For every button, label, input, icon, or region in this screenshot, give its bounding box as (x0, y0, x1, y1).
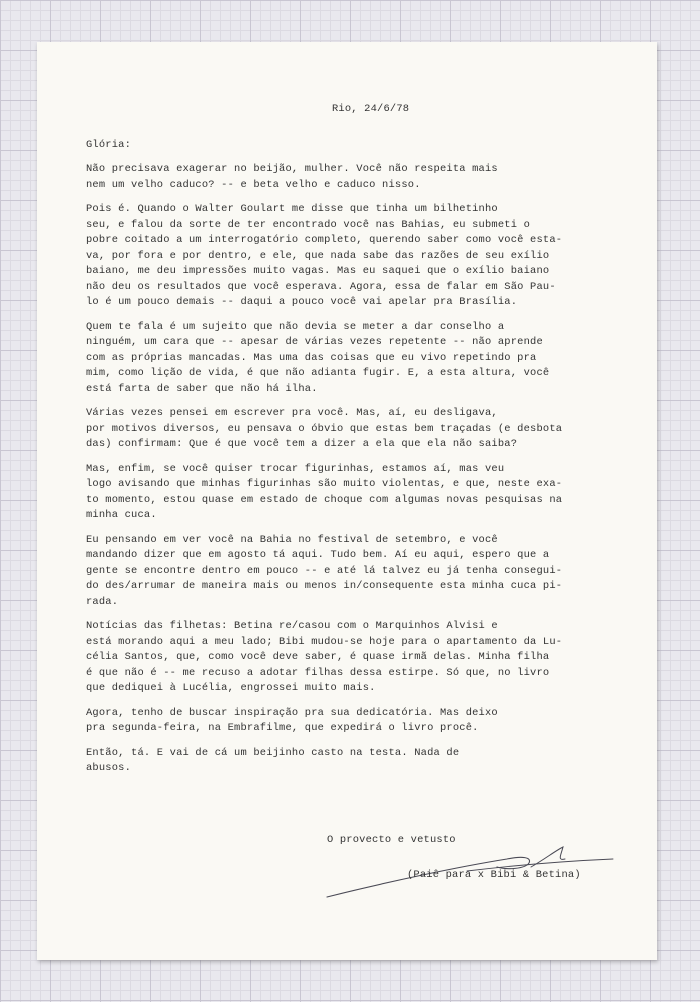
text-line: do des/arrumar de maneira mais ou menos in/consequente esta minha cuca pi- (86, 580, 563, 592)
paragraph (86, 462, 631, 524)
text-line: é que não é -- me recuso a adotar filhas dessa estirpe. Só que, no livro (86, 666, 550, 679)
text-line: baiano, me deu impressões muito vagas. Mas eu saquei que o exílio baiano (86, 265, 550, 277)
text-line: seu, e falou da sorte de ter encontrado você nas Bahias, eu submeti o (86, 218, 531, 231)
text-line: Notícias das filhetas: Betina re/casou com o Marquinhos Alvisi e (86, 620, 498, 632)
text-line: nem um velho caduco? -- e beta velho e caduco nisso. (86, 178, 421, 191)
paragraph (86, 706, 631, 737)
text-line: está morando aqui a meu lado; Bibi mudou-se hoje para o apartamento da Lu- (86, 635, 563, 648)
text-line: to momento, estou quase em estado de choque com algumas novas pesquisas na (86, 493, 563, 506)
paragraph (86, 320, 631, 398)
text-line: Não precisava exagerar no beijão, mulher. Você não respeita mais (86, 163, 498, 175)
text-line: pobre coitado a um interrogatório completo, querendo saber como você esta- (86, 234, 563, 246)
text-line: célia Santos, que, como você deve saber, é quase irmã delas. Minha filha (86, 651, 550, 663)
text-line: por motivos diversos, eu pensava o óbvio que estas bem traçadas (e desbota (86, 422, 563, 435)
letter-body (86, 162, 631, 786)
paragraph (86, 406, 631, 453)
text-line: Agora, tenho de buscar inspiração pra sua dedicatória. Mas deixo (86, 706, 498, 719)
paragraph (86, 746, 631, 777)
text-line: va, por fora e por dentro, e ele, que nada sabe das razões de seu exílio (86, 249, 550, 262)
letter-salutation: Glória: (86, 139, 132, 151)
paragraph (86, 619, 631, 697)
text-line: Várias vezes pensei em escrever pra você. Mas, aí, eu desligava, (86, 407, 498, 419)
text-line: pra segunda-feira, na Embrafilme, que expedirá o livro procê. (86, 722, 479, 734)
text-line: Eu pensando em ver você na Bahia no festival de setembro, e você (86, 533, 498, 546)
text-line: com as próprias mancadas. Mas uma das coisas que eu vivo repetindo pra (86, 351, 537, 364)
letter-closing: O provecto e vetusto (327, 834, 456, 846)
text-line: Mas, enfim, se você quiser trocar figurinhas, estamos aí, mas veu (86, 462, 505, 475)
text-line: abusos. (86, 762, 132, 774)
text-line: não deu os resultados que você esperava. Agora, essa de falar em São Pau- (86, 280, 556, 293)
text-line: ninguém, um cara que -- apesar de várias vezes repetente -- não aprende (86, 336, 543, 348)
letter-sheet (37, 42, 657, 960)
text-line: que dediquei à Lucélia, engrossei muito mais. (86, 682, 376, 694)
text-line: lo é um pouco demais -- daqui a pouco você vai apelar pra Brasília. (86, 296, 518, 308)
text-line: Então, tá. E vai de cá um beijinho casto na testa. Nada de (86, 746, 460, 759)
text-line: minha cuca. (86, 509, 157, 521)
text-line: está farta de saber que não há ilha. (86, 382, 318, 395)
text-line: das) confirmam: Que é que você tem a dizer a ela que ela não saiba? (86, 438, 518, 450)
letter-date: Rio, 24/6/78 (332, 103, 410, 115)
text-line: Quem te fala é um sujeito que não devia se meter a dar conselho a (86, 320, 505, 333)
text-line: mim, como lição de vida, é que não adianta fugir. E, a esta altura, você (86, 367, 550, 379)
text-line: rada. (86, 595, 119, 608)
signature-note: (Paiê para x Bibi & Betina) (407, 869, 581, 881)
text-line: Pois é. Quando o Walter Goulart me disse que tinha um bilhetinho (86, 203, 498, 215)
paragraph (86, 202, 631, 311)
text-line: mandando dizer que em agosto tá aqui. Tudo bem. Aí eu aqui, espero que a (86, 549, 550, 561)
paragraph (86, 533, 631, 611)
paragraph (86, 162, 631, 193)
text-line: logo avisando que minhas figurinhas são muito violentas, e que, neste exa- (86, 478, 563, 490)
text-line: gente se encontre dentro em pouco -- e até lá talvez eu já tenha consegui- (86, 564, 563, 577)
